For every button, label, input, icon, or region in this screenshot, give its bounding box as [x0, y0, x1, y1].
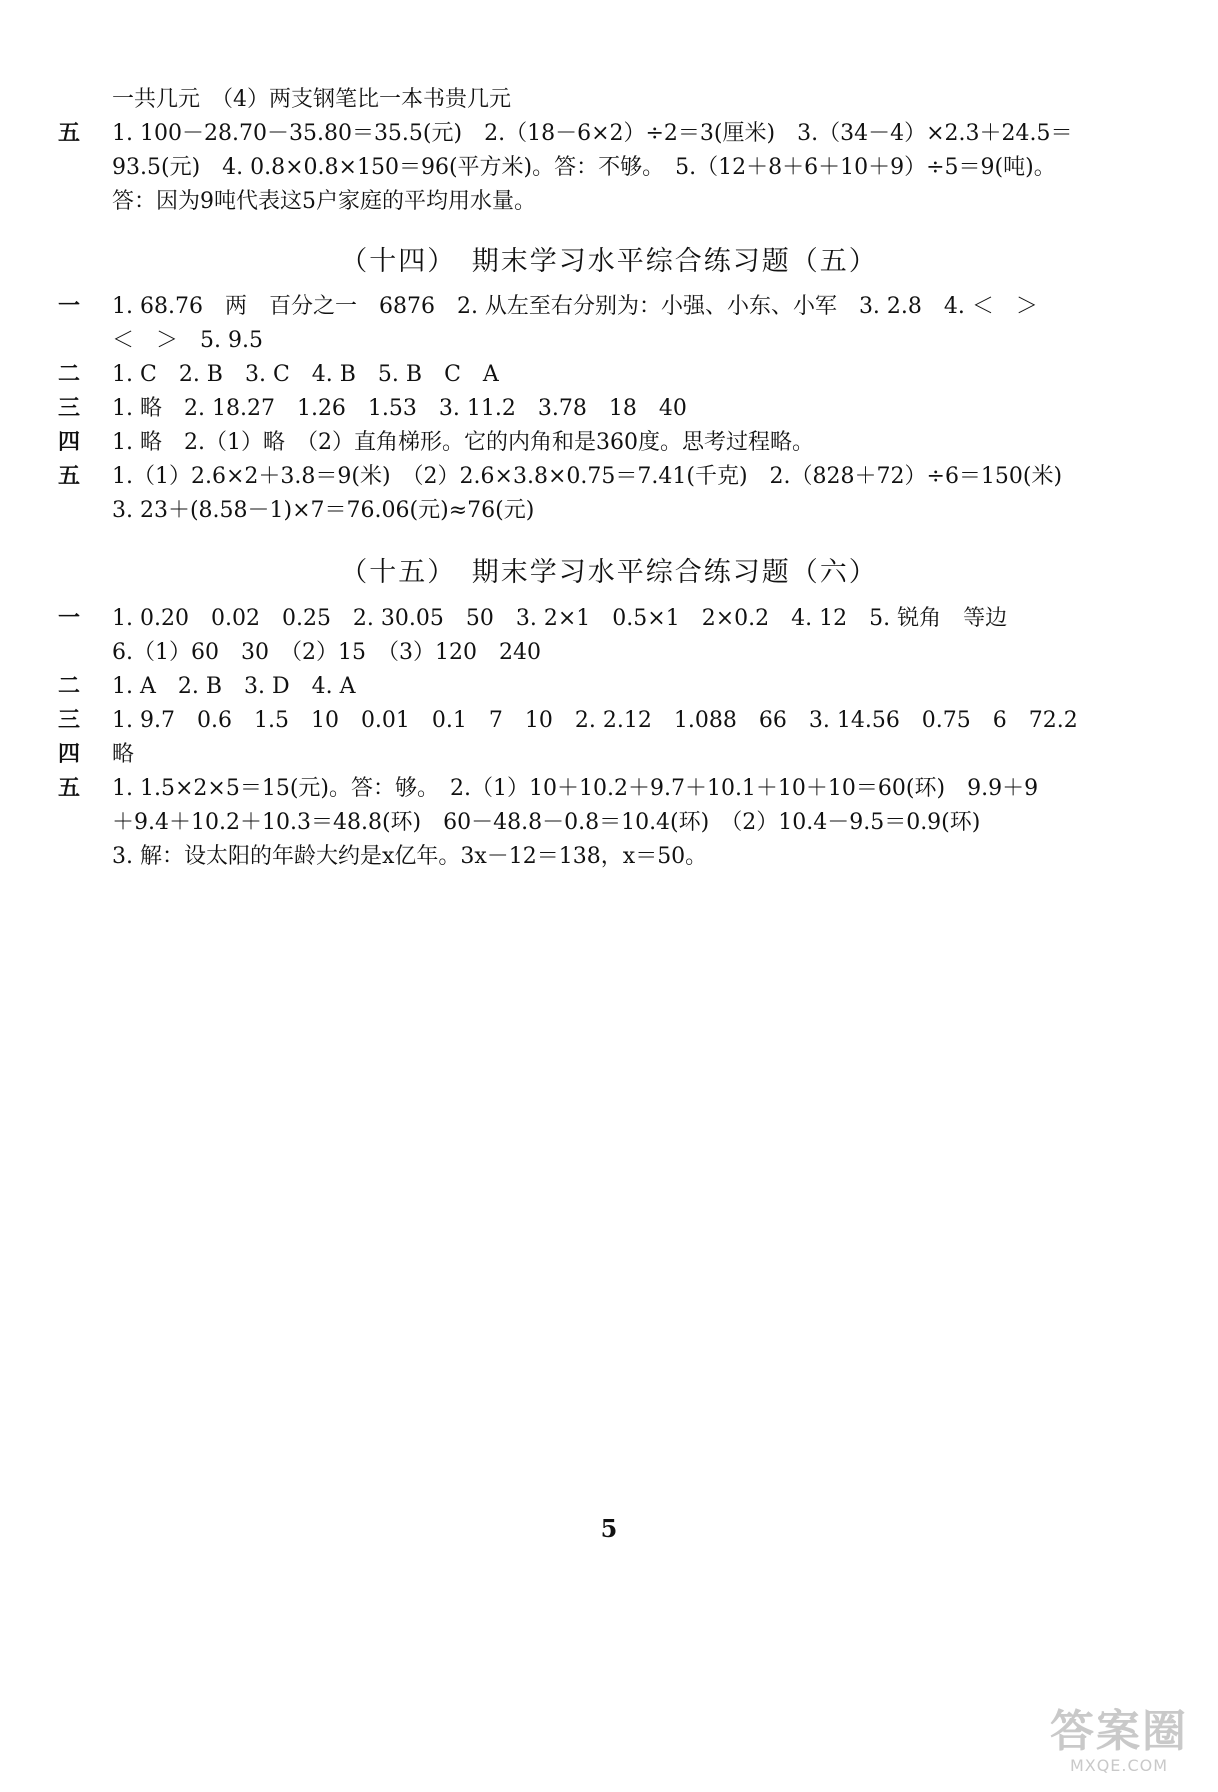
answer-line [58, 495, 1172, 527]
answer-text: 3. 解：设太阳的年龄大约是x亿年。3x－12＝138，x＝50。 [112, 844, 708, 869]
section-marker: 三 [58, 396, 81, 421]
answer-line [58, 603, 1172, 635]
answer-line [58, 461, 1172, 493]
answer-line [58, 359, 1172, 391]
answer-text: 1. 略 2.（1）略 （2）直角梯形。它的内角和是360度。思考过程略。 [112, 430, 814, 455]
answer-line [58, 291, 1172, 323]
watermark-url: MXQE.COM [1069, 1756, 1169, 1775]
answer-line [58, 773, 1172, 805]
answer-text: ＋9.4＋10.2＋10.3＝48.8(环) 60－48.8－0.8＝10.4(环) （2）10.4－9.5＝0.9(环) [112, 810, 981, 835]
answer-line [58, 118, 1172, 150]
section-marker: 二 [58, 362, 81, 387]
answer-text: ＜ ＞ 5. 9.5 [112, 328, 263, 353]
answer-text: 6.（1）60 30 （2）15 （3）120 240 [112, 640, 541, 665]
answer-text: 1. 9.7 0.6 1.5 10 0.01 0.1 7 10 2. 2.12 1.088 66 3. 14.56 0.75 6 72.2 [112, 708, 1078, 733]
answer-line [58, 671, 1172, 703]
section-marker: 三 [58, 708, 81, 733]
section-heading-15: （十五） 期末学习水平综合练习题（六） [340, 557, 878, 588]
section-marker: 二 [58, 674, 81, 699]
answer-text: 一共几元 （4）两支钢笔比一本书贵几元 [112, 87, 511, 112]
answer-line [58, 186, 1172, 218]
answer-text: 1. 100－28.70－35.80＝35.5(元) 2.（18－6×2）÷2＝3(厘米) 3.（34－4）×2.3＋24.5＝ [112, 121, 1073, 146]
answer-line [58, 393, 1172, 425]
answer-line [58, 637, 1172, 669]
section-marker: 一 [58, 294, 81, 319]
answer-text: 1.（1）2.6×2＋3.8＝9(米) （2）2.6×3.8×0.75＝7.41(千克) 2.（828＋72）÷6＝150(米) [112, 464, 1063, 489]
answer-line [58, 807, 1172, 839]
watermark-logo [1034, 1708, 1204, 1782]
answer-line [58, 739, 1172, 771]
answer-line [58, 325, 1172, 357]
answer-line [58, 841, 1172, 873]
watermark-title: 答案圈 [1050, 1706, 1188, 1757]
answer-line [58, 152, 1172, 184]
answer-text: 1. 0.20 0.02 0.25 2. 30.05 50 3. 2×1 0.5×1 2×0.2 4. 12 5. 锐角 等边 [112, 606, 1008, 631]
section-marker: 四 [58, 742, 81, 767]
answer-text: 93.5(元) 4. 0.8×0.8×150＝96(平方米)。答：不够。 5.（12＋8＋6＋10＋9）÷5＝9(吨)。 [112, 155, 1056, 180]
answer-text: 1. C 2. B 3. C 4. B 5. B C A [112, 362, 499, 387]
answer-line [58, 705, 1172, 737]
answer-line [58, 427, 1172, 459]
section-marker: 四 [58, 430, 81, 455]
section-marker: 五 [58, 776, 81, 801]
page-number: 5 [600, 1514, 618, 1543]
answer-text: 1. 68.76 两 百分之一 6876 2. 从左至右分别为：小强、小东、小军 3. 2.8 4. ＜ ＞ [112, 294, 1038, 319]
answer-text: 1. 略 2. 18.27 1.26 1.53 3. 11.2 3.78 18 40 [112, 396, 687, 421]
section-heading-14: （十四） 期末学习水平综合练习题（五） [340, 246, 878, 277]
answer-text: 略 [112, 742, 135, 767]
answer-text: 答：因为9吨代表这5户家庭的平均用水量。 [112, 189, 536, 214]
section-marker: 五 [58, 121, 81, 146]
section-marker: 一 [58, 606, 81, 631]
answer-line [58, 84, 1172, 116]
answer-text: 1. 1.5×2×5＝15(元)。答：够。 2.（1）10＋10.2＋9.7＋10.1＋10＋10＝60(环) 9.9＋9 [112, 776, 1039, 801]
section-marker: 五 [58, 464, 81, 489]
answer-text: 3. 23＋(8.58－1)×7＝76.06(元)≈76(元) [112, 498, 535, 523]
answer-text: 1. A 2. B 3. D 4. A [112, 674, 356, 699]
